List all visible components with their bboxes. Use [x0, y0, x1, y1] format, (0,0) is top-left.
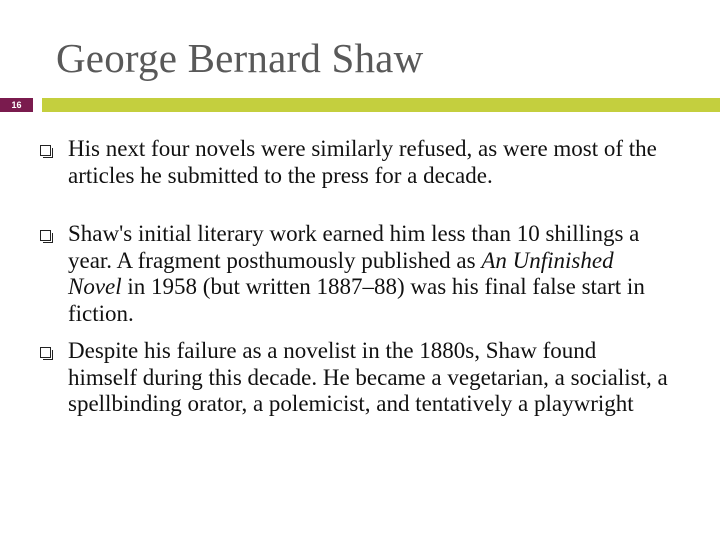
- bullet-text: in 1958 (but written 1887–88) was his final false start in fiction.: [68, 274, 645, 326]
- bullet-text: Shaw's initial literary work earned him less than 10 shillings a year. A fragment posthumously published as: [68, 221, 640, 273]
- slide-title: George Bernard Shaw: [56, 35, 424, 81]
- square-bullet-icon: [40, 230, 51, 241]
- bullet-item: Despite his failure as a novelist in the 1880s, Shaw found himself during this decade. He became a vegetarian, a socialist, a spellbinding orator, a polemicist, and tentatively a playwright: [68, 338, 668, 416]
- slide-number: 16: [0, 98, 33, 112]
- square-bullet-icon: [40, 145, 51, 156]
- bullet-item: [68, 221, 668, 327]
- square-bullet-icon: [40, 347, 51, 358]
- accent-bar: [42, 98, 720, 112]
- book-title: An Unfinished Novel: [68, 247, 614, 299]
- bullet-item: His next four novels were similarly refused, as were most of the articles he submitted to the press for a decade.: [68, 136, 657, 188]
